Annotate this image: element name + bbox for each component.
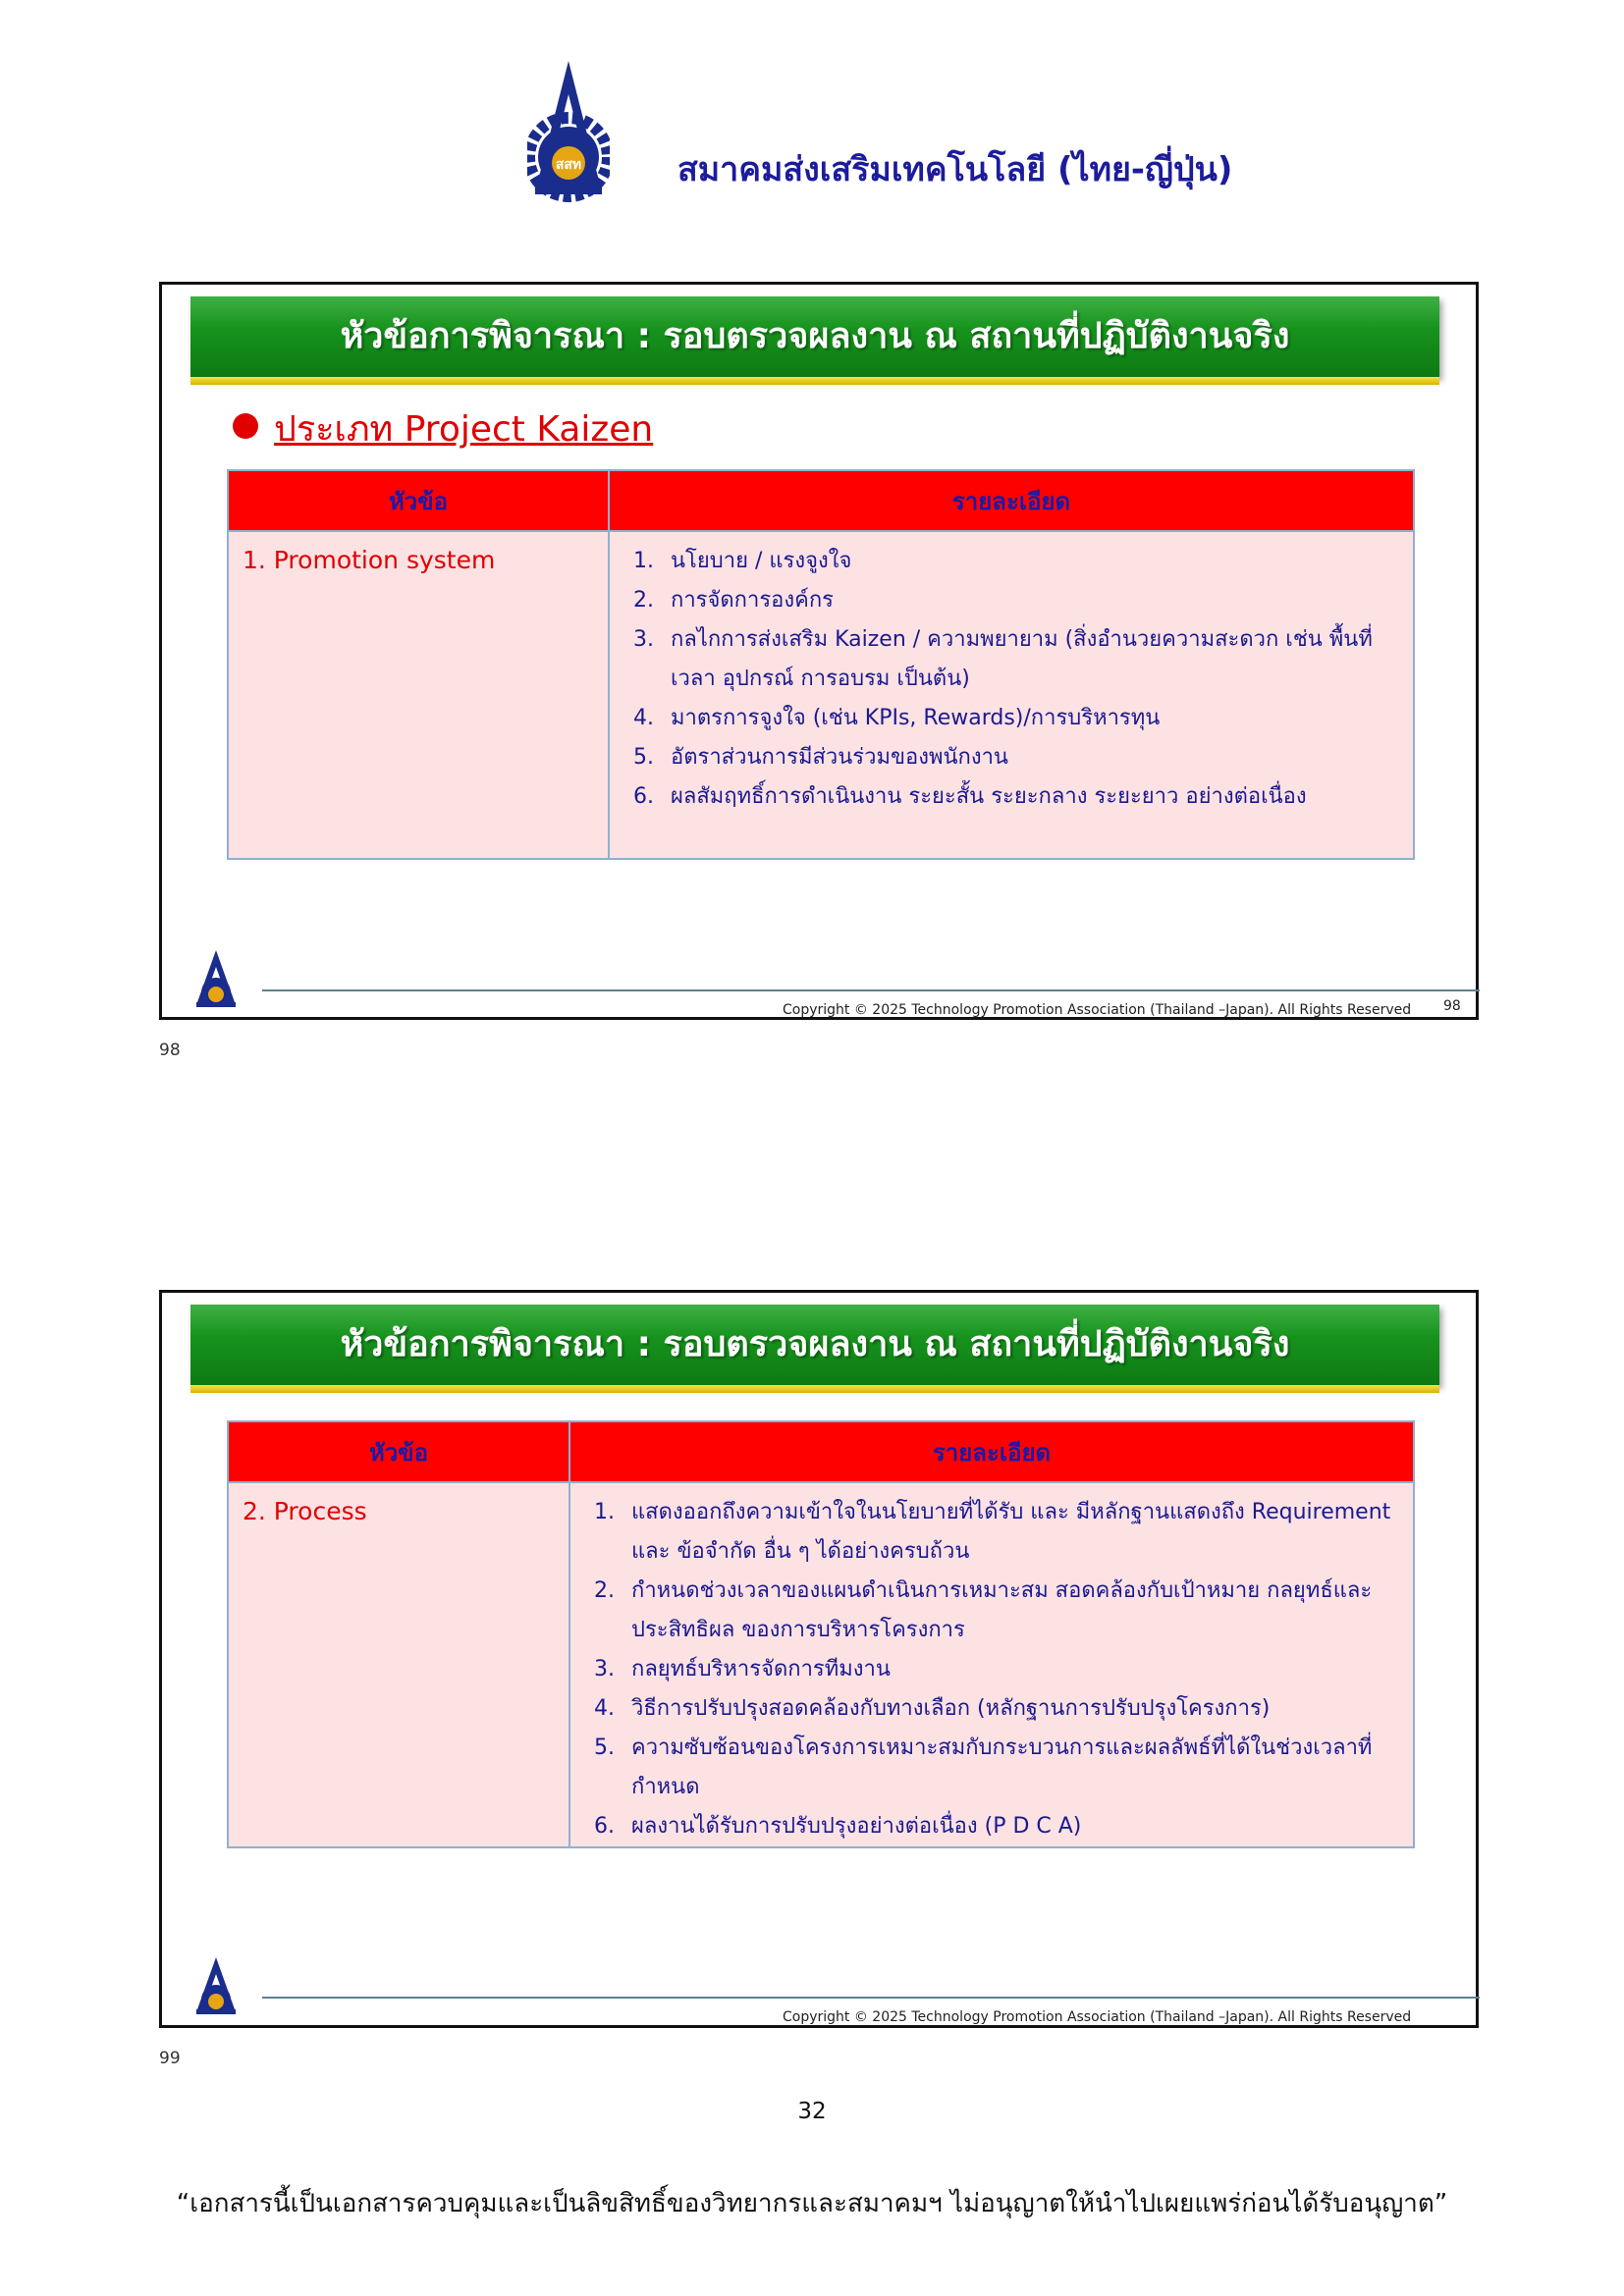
list-item: 6. ผลงานได้รับการปรับปรุงอย่างต่อเนื่อง (P D C A)	[622, 1807, 1403, 1846]
list-item: 5. ความซับซ้อนของโครงการเหมาะสมกับกระบวนการและผลลัพธ์ที่ได้ในช่วงเวลาที่กำหนด	[622, 1729, 1403, 1807]
list-item: 2. การจัดการองค์กร	[661, 581, 1403, 620]
copyright-text: Copyright © 2025 Technology Promotion Association (Thailand –Japan). All Rights Reserved	[783, 1002, 1412, 1018]
copyright-text: Copyright © 2025 Technology Promotion Association (Thailand –Japan). All Rights Reserved	[783, 2009, 1412, 2025]
footer-rule	[262, 1997, 1480, 1999]
detail-list	[610, 532, 1413, 817]
topic-label: 2. Process	[243, 1497, 367, 1525]
detail-list	[570, 1483, 1413, 1846]
column-header-detail: รายละเอียด	[569, 1421, 1414, 1482]
table-row	[228, 531, 1414, 859]
list-item: 4. วิธีการปรับปรุงสอดคล้องกับทางเลือก (หลักฐานการปรับปรุงโครงการ)	[622, 1689, 1403, 1729]
outer-slide-number: 98	[159, 1041, 181, 1060]
column-header-detail: รายละเอียด	[609, 470, 1414, 531]
topic-cell	[228, 531, 609, 859]
table-header-row	[228, 470, 1414, 531]
column-header-topic: หัวข้อ	[228, 1421, 569, 1482]
list-item: 1. แสดงออกถึงความเข้าใจในนโยบายที่ได้รับ และ มีหลักฐานแสดงถึง Requirement และ ข้อจำกัด อื่น ๆ ได้อย่างครบถ้วน	[622, 1493, 1403, 1572]
footer-rule	[262, 989, 1480, 991]
page-number: 32	[797, 2099, 827, 2124]
list-item: 6. ผลสัมฤทธิ์การดำเนินงาน ระยะสั้น ระยะกลาง ระยะยาว อย่างต่อเนื่อง	[661, 777, 1403, 817]
table-header-row	[228, 1421, 1414, 1482]
banner-stripe	[190, 1385, 1439, 1393]
slide-99	[159, 1290, 1479, 2028]
list-item: 3. กลไกการส่งเสริม Kaizen / ความพยายาม (สิ่งอำนวยความสะดวก เช่น พื้นที่ เวลา อุปกรณ์ การอบรม เป็นต้น)	[661, 620, 1403, 699]
detail-cell	[609, 531, 1414, 859]
topic-label: 1. Promotion system	[243, 546, 496, 574]
list-item: 4. มาตรการจูงใจ (เช่น KPIs, Rewards)/การบริหารทุน	[661, 699, 1403, 738]
topic-cell	[228, 1482, 569, 1847]
slide-title: หัวข้อการพิจารณา : รอบตรวจผลงาน ณ สถานที่ปฏิบัติงานจริง	[340, 1324, 1290, 1364]
slide-title-banner	[190, 296, 1439, 377]
criteria-table	[227, 469, 1415, 860]
list-item: 2. กำหนดช่วงเวลาของแผนดำเนินการเหมาะสม สอดคล้องกับเป้าหมาย กลยุทธ์และประสิทธิผล ของการบริหารโครงการ	[622, 1572, 1403, 1650]
slide-title-banner	[190, 1305, 1439, 1385]
list-item: 3. กลยุทธ์บริหารจัดการทีมงาน	[622, 1650, 1403, 1689]
footer-logo	[191, 1956, 241, 2019]
association-name: สมาคมส่งเสริมเทคโนโลยี (ไทย-ญี่ปุ่น)	[677, 150, 1233, 189]
detail-cell	[569, 1482, 1414, 1847]
column-header-topic: หัวข้อ	[228, 470, 609, 531]
tpa-logo	[527, 59, 610, 206]
bullet-icon	[233, 413, 258, 439]
slide-number: 98	[1443, 998, 1461, 1014]
outer-slide-number: 99	[159, 2049, 181, 2068]
footer-logo	[191, 949, 241, 1012]
section-heading: ประเภท Project Kaizen	[233, 400, 653, 456]
criteria-table	[227, 1420, 1415, 1848]
table-row	[228, 1482, 1414, 1847]
list-item: 1. นโยบาย / แรงจูงใจ	[661, 542, 1403, 581]
svg-text:สสท: สสท	[555, 157, 582, 173]
banner-stripe	[190, 377, 1439, 385]
copyright-disclaimer: “เอกสารนี้เป็นเอกสารควบคุมและเป็นลิขสิทธิ์ของวิทยากรและสมาคมฯ ไม่อนุญาตให้นำไปเผยแพร่ก่อนได้รับอนุญาต”	[176, 2189, 1448, 2218]
list-item: 5. อัตราส่วนการมีส่วนร่วมของพนักงาน	[661, 738, 1403, 777]
slide-title: หัวข้อการพิจารณา : รอบตรวจผลงาน ณ สถานที่ปฏิบัติงานจริง	[340, 316, 1290, 356]
slide-98	[159, 282, 1479, 1020]
